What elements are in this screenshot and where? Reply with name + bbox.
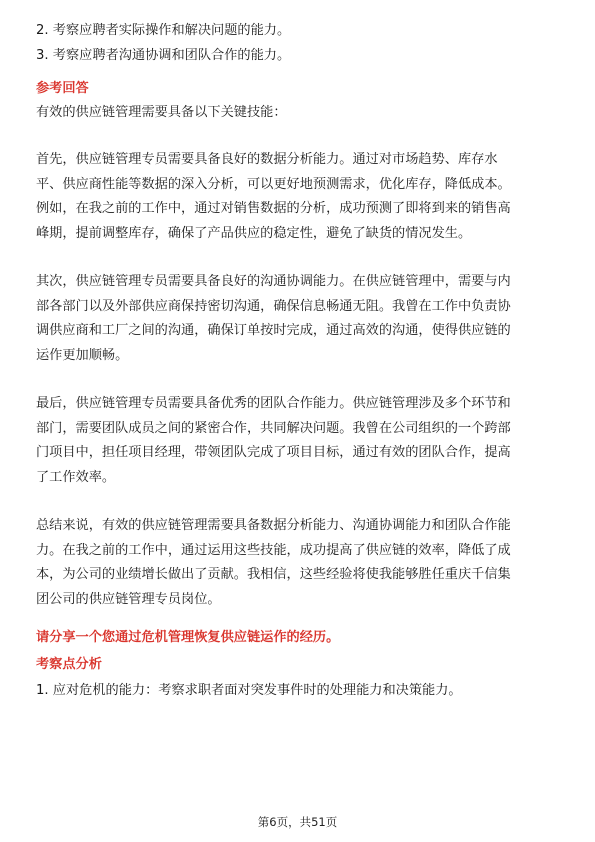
intro-list-item-2: 2. 考察应聘者实际操作和解决问题的能力。 bbox=[36, 23, 291, 38]
paragraph-line: 部各部门以及外部供应商保持密切沟通，确保信息畅通无阻。我曾在工作中负责协 bbox=[36, 298, 511, 314]
next-question-heading: 请分享一个您通过危机管理恢复供应链运作的经历。 bbox=[36, 630, 340, 645]
paragraph-teamwork bbox=[36, 392, 564, 490]
paragraph-data-analysis bbox=[36, 148, 564, 246]
page-number-footer: 第6页，共51页 bbox=[257, 815, 338, 829]
document-page bbox=[36, 18, 564, 703]
paragraph-line: 其次，供应链管理专员需要具备良好的沟通协调能力。在供应链管理中，需要与内 bbox=[36, 274, 511, 289]
paragraph-line: 运作更加顺畅。 bbox=[36, 347, 129, 363]
paragraph-line: 最后，供应链管理专员需要具备优秀的团队合作能力。供应链管理涉及多个环节和 bbox=[36, 396, 511, 411]
analysis-list-item-1: 1. 应对危机的能力：考察求职者面对突发事件时的处理能力和决策能力。 bbox=[36, 683, 462, 698]
paragraph-line: 峰期，提前调整库存，确保了产品供应的稳定性，避免了缺货的情况发生。 bbox=[36, 225, 472, 241]
paragraph-line: 门项目中，担任项目经理，带领团队完成了项目目标，通过有效的团队合作，提高 bbox=[36, 445, 511, 460]
paragraph-line: 总结来说，有效的供应链管理需要具备数据分析能力、沟通协调能力和团队合作能 bbox=[36, 518, 511, 533]
paragraph-line: 首先，供应链管理专员需要具备良好的数据分析能力。通过对市场趋势、库存水 bbox=[36, 152, 498, 167]
paragraph-line: 团公司的供应链管理专员岗位。 bbox=[36, 591, 221, 607]
answer-intro: 有效的供应链管理需要具备以下关键技能： bbox=[36, 105, 287, 120]
paragraph-line: 例如，在我之前的工作中，通过对销售数据的分析，成功预测了即将到来的销售高 bbox=[36, 201, 511, 216]
paragraph-summary bbox=[36, 514, 564, 612]
paragraph-line: 了工作效率。 bbox=[36, 469, 116, 485]
paragraph-communication bbox=[36, 270, 564, 368]
paragraph-line: 力。在我之前的工作中，通过运用这些技能，成功提高了供应链的效率，降低了成 bbox=[36, 542, 511, 558]
paragraph-line: 本，为公司的业绩增长做出了贡献。我相信，这些经验将使我能够胜任重庆千信集 bbox=[36, 567, 511, 582]
paragraph-line: 调供应商和工厂之间的沟通，确保订单按时完成，通过高效的沟通，使得供应链的 bbox=[36, 323, 511, 338]
reference-answer-heading: 参考回答 bbox=[36, 81, 89, 96]
analysis-heading: 考察点分析 bbox=[36, 657, 102, 672]
intro-list-item-3: 3. 考察应聘者沟通协调和团队合作的能力。 bbox=[36, 48, 291, 63]
paragraph-line: 部门，需要团队成员之间的紧密合作，共同解决问题。我曾在公司组织的一个跨部 bbox=[36, 420, 511, 436]
paragraph-line: 平、供应商性能等数据的深入分析，可以更好地预测需求，优化库存，降低成本。 bbox=[36, 176, 511, 192]
